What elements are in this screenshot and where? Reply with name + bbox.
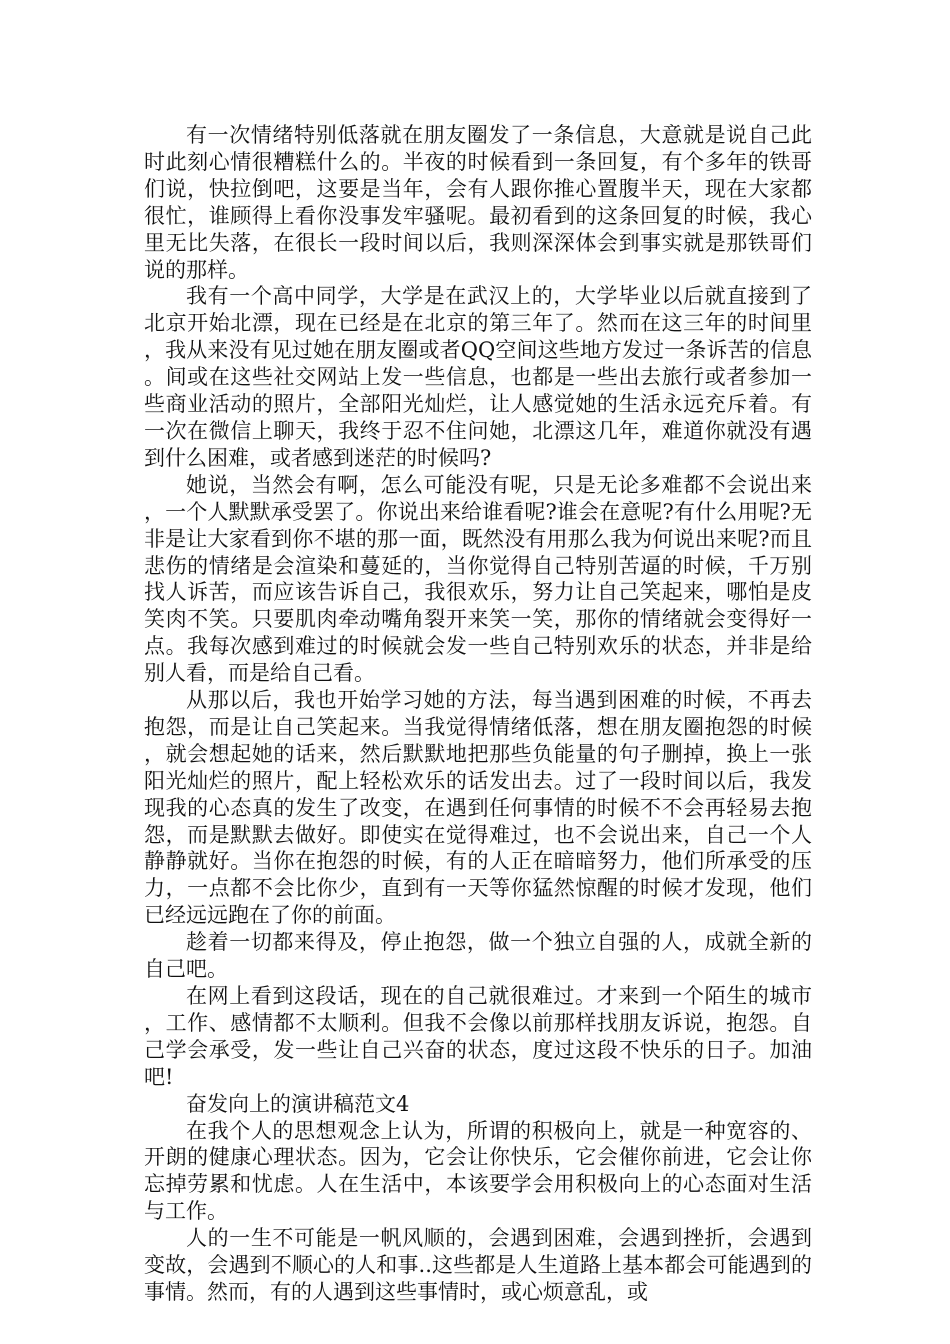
paragraph-3: 她说，当然会有啊，怎么可能没有呢，只是无论多难都不会说出来，一个人默默承受罢了。你说出来给谁看呢?谁会在意呢?有什么用呢?无非是让大家看到你不堪的那一面，既然没有用那么我为何说出来呢?而且悲伤的情绪是会渲染和蔓延的，当你觉得自己特别苦逼的时候，千万别找人诉苦，而应该告诉自己，我很欢乐，努力让自己笑起来，哪怕是皮笑肉不笑。只要肌肉牵动嘴角裂开来笑一笑，那你的情绪就会变得好一点。我每次感到难过的时候就会发一些自己特别欢乐的状态，并非是给别人看，而是给自己看。 <box>144 472 812 686</box>
paragraph-4: 从那以后，我也开始学习她的方法，每当遇到困难的时候，不再去抱怨，而是让自己笑起来。当我觉得情绪低落，想在朋友圈抱怨的时候，就会想起她的话来，然后默默地把那些负能量的句子删掉，换上一张阳光灿烂的照片，配上轻松欢乐的话发出去。过了一段时间以后，我发现我的心态真的发生了改变，在遇到任何事情的时候不不会再轻易去抱怨，而是默默去做好。即使实在觉得难过，也不会说出来，自己一个人静静就好。当你在抱怨的时候，有的人正在暗暗努力，他们所承受的压力，一点都不会比你少，直到有一天等你猛然惊醒的时候才发现，他们已经远远跑在了你的前面。 <box>144 688 812 928</box>
paragraph-6: 在网上看到这段话，现在的自己就很难过。才来到一个陌生的城市，工作、感情都不太顺利。但我不会像以前那样找朋友诉说，抱怨。自己学会承受，发一些让自己兴奋的状态，度过这段不快乐的日子。加油吧! <box>144 984 812 1089</box>
section-heading: 奋发向上的演讲稿范文4 <box>186 1091 410 1116</box>
paragraph-8: 人的一生不可能是一帆风顺的，会遇到困难，会遇到挫折，会遇到变故，会遇到不顺心的人和事..这些都是人生道路上基本都会可能遇到的事情。然而，有的人遇到这些事情时，或心烦意乱，或 <box>144 1226 812 1304</box>
document-body <box>144 122 812 1306</box>
paragraph-5: 趁着一切都来得及，停止抱怨，做一个独立自强的人，成就全新的自己吧。 <box>144 930 812 982</box>
paragraph-1: 有一次情绪特别低落就在朋友圈发了一条信息，大意就是说自己此时此刻心情很糟糕什么的。半夜的时候看到一条回复，有个多年的铁哥们说，快拉倒吧，这要是当年，会有人跟你推心置腹半天，现在大家都很忙，谁顾得上看你没事发牢骚呢。最初看到的这条回复的时候，我心里无比失落，在很长一段时间以后，我则深深体会到事实就是那铁哥们说的那样。 <box>144 123 812 282</box>
paragraph-7: 在我个人的思想观念上认为，所谓的积极向上，就是一种宽容的、开朗的健康心理状态。因为，它会让你快乐，它会催你前进，它会让你忘掉劳累和忧虑。人在生活中，本该要学会用积极向上的心态面对生活与工作。 <box>144 1118 812 1224</box>
paragraph-2: 我有一个高中同学，大学是在武汉上的，大学毕业以后就直接到了北京开始北漂，现在已经是在北京的第三年了。然而在这三年的时间里，我从来没有见过她在朋友圈或者QQ空间这些地方发过一条诉苦的信息。间或在这些社交网站上发一些信息，也都是一些出去旅行或者参加一些商业活动的照片，全部阳光灿烂，让人感觉她的生活永远充斥着。有一次在微信上聊天，我终于忍不住问她，北漂这几年，难道你就没有遇到什么困难，或者感到迷茫的时候吗? <box>144 284 812 470</box>
